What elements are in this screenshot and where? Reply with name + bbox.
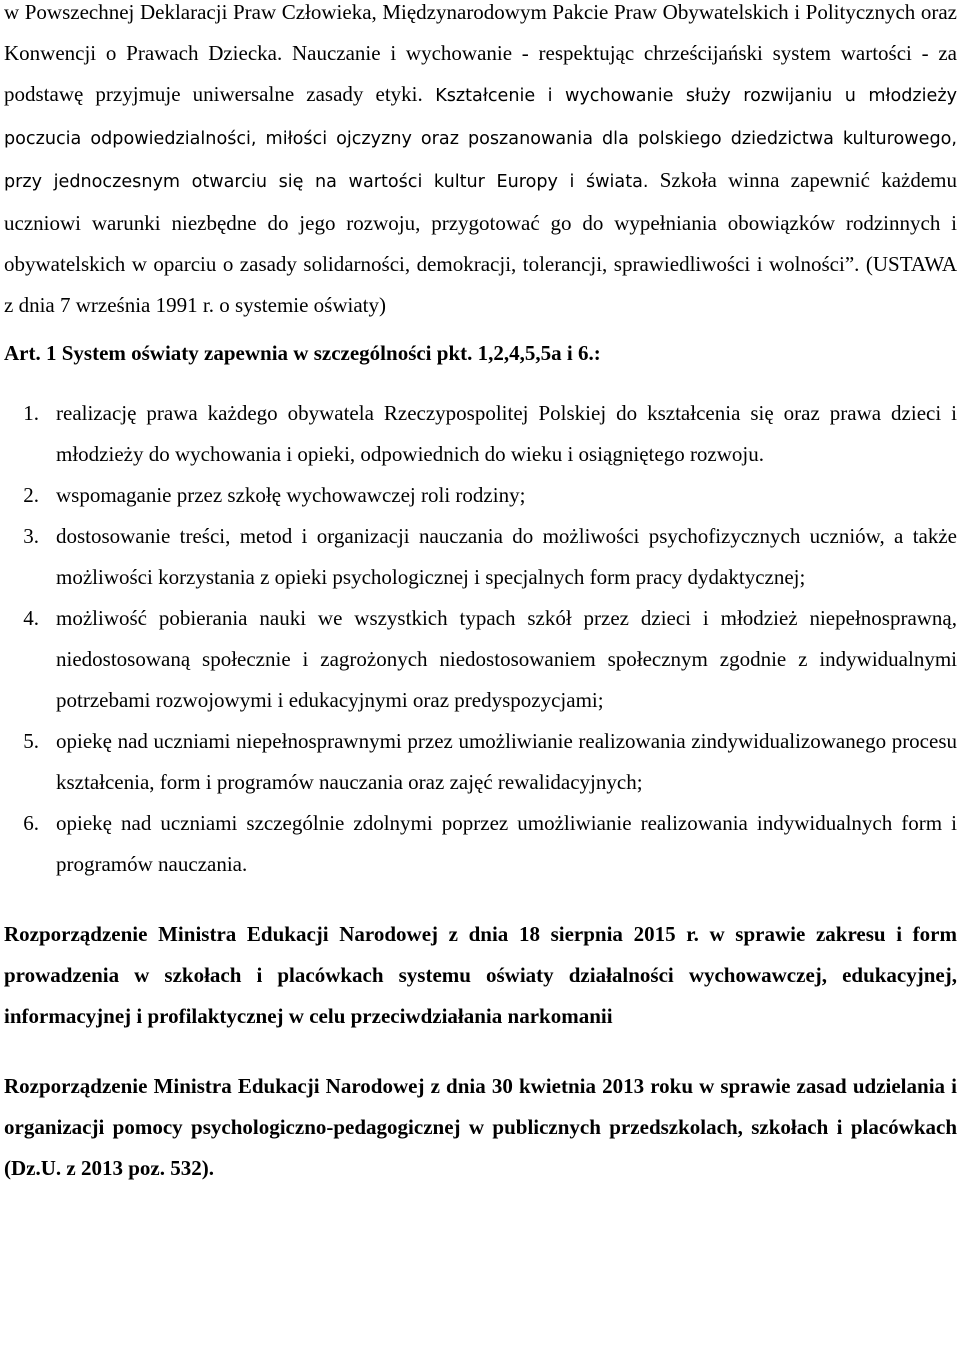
list-item-number: 3. <box>23 524 39 548</box>
list-item-text: możliwość pobierania nauki we wszystkich typach szkół przez dzieci i młodzież niepełnosprawną, niedostosowaną społecznie i zagrożonych niedostosowaniem społecznym zgodnie z indywidualnymi potrzebami rozwojowymi i edukacyjnymi oraz predyspozycjami; <box>56 606 957 712</box>
paragraph-sentence-1: w Powszechnej Deklaracji Praw Człowieka, Międzynarodowym Pakcie Praw Obywatelskich i Politycznych oraz Konwencji o Prawach Dziecka. Nauczanie i wychowanie - respektując chrześcijański system wartości - za podstawę przyjmuje uniwersalne zasady etyki. <box>4 0 957 106</box>
intro-paragraph <box>4 0 957 326</box>
list-item-number: 2. <box>23 483 39 507</box>
article-heading: Art. 1 System oświaty zapewnia w szczególności pkt. 1,2,4,5,5a i 6.: <box>4 341 601 365</box>
list-item-text: dostosowanie treści, metod i organizacji nauczania do możliwości psychofizycznych uczniów, a także możliwości korzystania z opieki psychologicznej i specjalnych form pracy dydaktycznej; <box>56 524 957 589</box>
list-item-text: opiekę nad uczniami niepełnosprawnymi przez umożliwianie realizowania zindywidualizowanego procesu kształcenia, form i programów nauczania oraz zajęć rewalidacyjnych; <box>56 729 957 794</box>
list-item <box>4 475 957 516</box>
list-item <box>4 393 957 475</box>
list-item-number: 1. <box>23 401 39 425</box>
regulation-title-2013: Rozporządzenie Ministra Edukacji Narodowej z dnia 30 kwietnia 2013 roku w sprawie zasad udzielania i organizacji pomocy psychologiczno-pedagogicznej w publicznych przedszkolach, szkołach i placówkach (Dz.U. z 2013 poz. 532). <box>4 1074 957 1180</box>
list-item-text: opiekę nad uczniami szczególnie zdolnymi poprzez umożliwianie realizowania indywidualnych form i programów nauczania. <box>56 811 957 876</box>
list-item-number: 4. <box>23 606 39 630</box>
paragraph-sentence-2: Kształcenie i wychowanie służy rozwijaniu u młodzieży poczucia odpowiedzialności, miłości ojczyzny oraz poszanowania dla polskiego dziedzictwa kulturowego, przy jednoczesnym otwarciu się na wartości kultur Europy i świata. <box>4 86 957 192</box>
list-item-number: 6. <box>23 811 39 835</box>
list-item-text: wspomaganie przez szkołę wychowawczej roli rodziny; <box>56 483 526 507</box>
list-item-number: 5. <box>23 729 39 753</box>
list-item <box>4 516 957 598</box>
list-item-text: realizację prawa każdego obywatela Rzeczypospolitej Polskiej do kształcenia się oraz prawa dzieci i młodzieży do wychowania i opieki, odpowiednich do wieku i osiągniętego rozwoju. <box>56 401 957 466</box>
list-item <box>4 803 957 885</box>
paragraph-sentence-3: Szkoła winna zapewnić każdemu uczniowi warunki niezbędne do jego rozwoju, przygotować go do wypełniania obowiązków rodzinnych i obywatelskich w oparciu o zasady solidarności, demokracji, tolerancji, sprawiedliwości i wolności”. (USTAWA z dnia 7 września 1991 r. o systemie oświaty) <box>4 168 957 317</box>
article-list <box>4 393 957 885</box>
regulation-title-2015: Rozporządzenie Ministra Edukacji Narodowej z dnia 18 sierpnia 2015 r. w sprawie zakresu i form prowadzenia w szkołach i placówkach systemu oświaty działalności wychowawczej, edukacyjnej, informacyjnej i profilaktycznej w celu przeciwdziałania narkomanii <box>4 922 957 1028</box>
list-item <box>4 721 957 803</box>
list-item <box>4 598 957 721</box>
